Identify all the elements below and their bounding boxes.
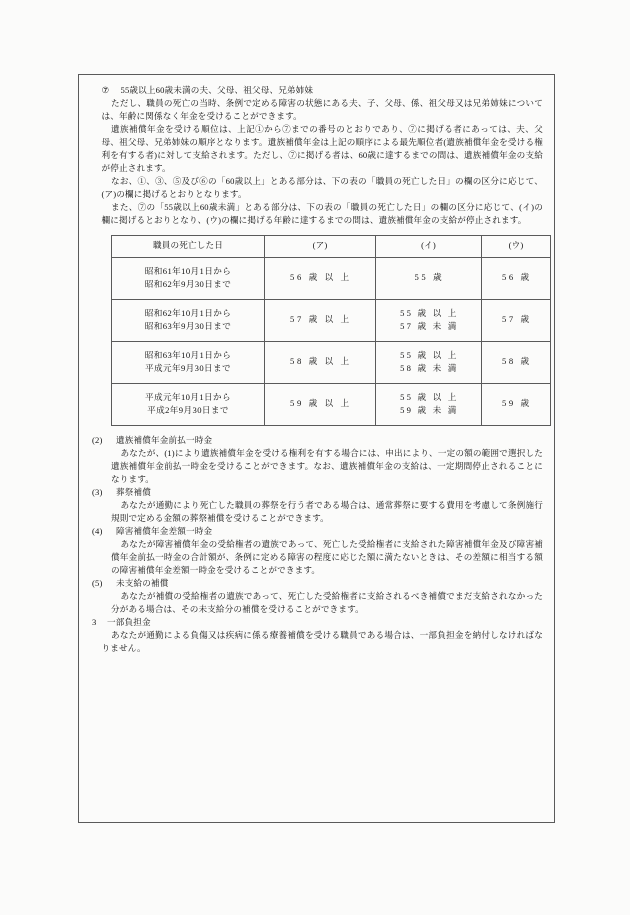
section-num-3-body: あなたが通勤による負傷又は疾病に係る療養補償を受ける職員である場合は、一部負担金を納付しなければなりません。	[101, 630, 543, 654]
section-3	[92, 486, 543, 525]
section-2-marker: (2)	[92, 434, 103, 445]
section-num-3-title: 一部負担金	[107, 617, 151, 628]
section-4-marker: (4)	[92, 525, 103, 536]
age-table-cell-a: 57 歳 以 上	[265, 299, 376, 341]
age-table-cell-date: 昭和62年10月1日から 昭和63年9月30日まで	[112, 299, 265, 341]
clause-item-7-title: 55歳以上60歳未満の夫、父母、祖父母、兄弟姉妹	[120, 85, 314, 95]
age-table-cell-i: 55 歳 以 上 58 歳 未 満	[376, 341, 482, 383]
age-table-cell-i: 55 歳 以 上 59 歳 未 満	[376, 383, 482, 425]
table-row	[112, 383, 551, 425]
age-table	[111, 235, 551, 426]
section-4-title: 障害補償年金差額一時金	[116, 525, 213, 536]
section-3-marker: (3)	[92, 486, 103, 497]
age-table-header-a: (ア)	[265, 235, 376, 257]
section-3-body: あなたが通勤により死亡した職員の葬祭を行う者である場合は、通常葬祭に要する費用を考慮して条例施行規則で定める金額の葬祭補償を受けることができます。	[111, 499, 543, 523]
age-table-cell-i: 55 歳 以 上 57 歳 未 満	[376, 299, 482, 341]
age-table-cell-u: 58 歳	[482, 341, 551, 383]
paragraph-mata: また、⑦の「55歳以上60歳未満」とある部分は、下の表の「職員の死亡した日」の欄の区分に応じて、(イ)の欄に掲げるとおりとなり、(ウ)の欄に掲げる年齢に達するまでの間は、遺族補償年金の支給が停止されます。	[101, 202, 543, 226]
section-2	[92, 434, 543, 486]
age-table-header-i: (イ)	[376, 235, 482, 257]
paragraph-tadashi: ただし、職員の死亡の当時、条例で定める障害の状態にある夫、子、父母、係、祖父母又は兄弟姉妹については、年齢に関係なく年金を受けることができます。	[101, 98, 543, 122]
clause-item-7	[92, 84, 543, 97]
section-2-body: あなたが、(1)により遺族補償年金を受ける権利を有する場合には、申出により、一定の額の範囲で選択した遺族補償年金前払一時金を受けることができます。なお、遺族補償年金の支給は、一定期間停止されることになります。	[111, 447, 543, 484]
table-row	[112, 257, 551, 299]
section-5-marker: (5)	[92, 578, 103, 589]
paragraph-nao: なお、①、③、⑤及び⑥の「60歳以上」とある部分は、下の表の「職員の死亡した日」の欄の区分に応じて、(ア)の欄に掲げるとおりとなります。	[101, 176, 543, 200]
document-body	[79, 75, 554, 655]
section-num-3-heading	[92, 616, 543, 629]
age-table-cell-u: 56 歳	[482, 257, 551, 299]
section-num-3	[92, 616, 543, 655]
age-table-header-date: 職員の死亡した日	[112, 235, 265, 257]
section-4-body: あなたが障害補償年金の受給権者の遺族であって、死亡した受給権者に支給された障害補償年金及び障害補償年金前払一時金の合計額が、条例に定める障害の程度に応じた額に満たないときは、その差額に相当する額の障害補償年金差額一時金を受けることができます。	[111, 538, 543, 575]
section-5-title: 未支給の補償	[116, 578, 169, 589]
age-table-header-row	[112, 235, 551, 257]
age-table-header-u: (ウ)	[482, 235, 551, 257]
section-4-heading	[92, 525, 543, 538]
section-5	[92, 577, 543, 616]
table-row	[112, 299, 551, 341]
clause-item-7-marker: ⑦	[101, 85, 110, 95]
section-4	[92, 525, 543, 577]
clause-item-7-heading	[102, 84, 544, 97]
section-3-title: 葬祭補償	[116, 486, 151, 497]
section-2-heading	[92, 434, 543, 447]
age-table-cell-date: 昭和61年10月1日から 昭和62年9月30日まで	[112, 257, 265, 299]
section-5-body: あなたが補償の受給権者の遺族であって、死亡した受給権者に支給されるべき補償でまだ支給されなかった分がある場合は、その未支給分の補償を受けることができます。	[111, 591, 543, 615]
age-table-cell-u: 59 歳	[482, 383, 551, 425]
age-table-cell-a: 58 歳 以 上	[265, 341, 376, 383]
age-table-cell-date: 平成元年10月1日から 平成2年9月30日まで	[112, 383, 265, 425]
section-num-3-marker: 3	[92, 617, 97, 628]
age-table-cell-date: 昭和63年10月1日から 平成元年9月30日まで	[112, 341, 265, 383]
age-table-container	[111, 235, 543, 426]
age-table-cell-u: 57 歳	[482, 299, 551, 341]
document-page-frame	[78, 74, 555, 823]
paragraph-junni: 遺族補償年金を受ける順位は、上記①から⑦までの番号のとおりであり、⑦に掲げる者にあっては、夫、父母、祖父母、兄弟姉妹の順序となります。遺族補償年金は上記の順序による最先順位者(遺族補償年金を受ける権利を有する者)に対して支給されます。ただし、⑦に掲げる者は、60歳に達するまでの間は、遺族補償年金の支給が停止されます。	[101, 124, 543, 174]
age-table-cell-i: 55 歳	[376, 257, 482, 299]
section-2-title: 遺族補償年金前払一時金	[116, 434, 213, 445]
age-table-cell-a: 56 歳 以 上	[265, 257, 376, 299]
age-table-cell-a: 59 歳 以 上	[265, 383, 376, 425]
section-3-heading	[92, 486, 543, 499]
table-row	[112, 341, 551, 383]
section-5-heading	[92, 577, 543, 590]
